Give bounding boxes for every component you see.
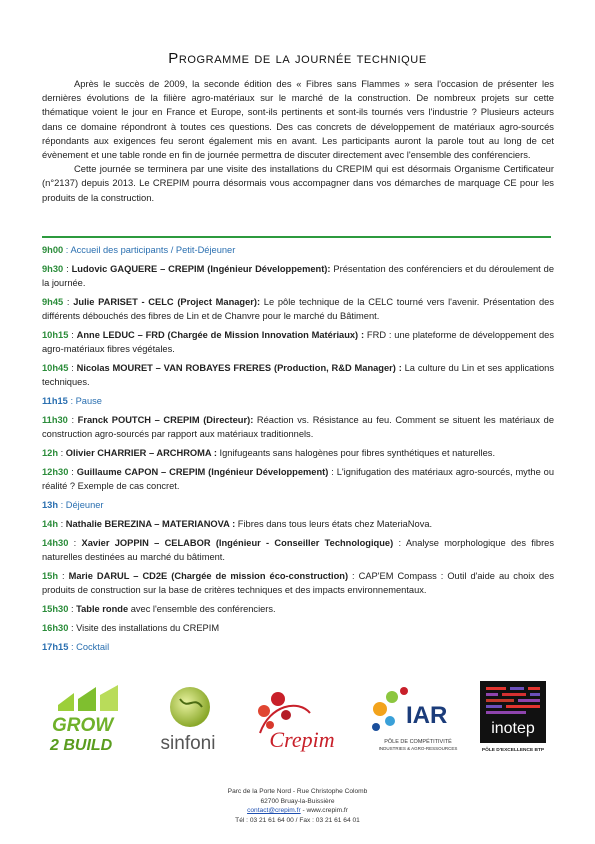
schedule-item: 11h30 : Franck POUTCH – CREPIM (Directeur): Réaction vs. Résistance au feu. Comment se situent les matériaux de construction agro-sourcés par rapport aux matériaux traditionnels. xyxy=(42,415,554,439)
schedule-speaker: Olivier CHARRIER – ARCHROMA : xyxy=(65,448,217,458)
schedule-text: : Analyse morphologique des fibres naturelles destinées au marché du bâtiment. xyxy=(42,538,554,562)
schedule-time: 15h xyxy=(42,571,59,581)
website-text: - www.crepim.fr xyxy=(300,807,348,815)
schedule-text: FRD : une plateforme de développement des agro-matériaux fibres végétales. xyxy=(42,330,554,354)
sinfoni-logo xyxy=(148,685,228,757)
svg-text:IAR: IAR xyxy=(406,702,448,729)
schedule-time: 16h30 xyxy=(42,623,69,633)
program-schedule xyxy=(42,243,554,659)
schedule-text: Fibres dans tous leurs états chez MateriaNova. xyxy=(235,519,433,529)
schedule-time: 13h xyxy=(42,500,59,510)
footer-web-line xyxy=(0,806,595,816)
schedule-text: La culture du Lin et ses applications techniques. xyxy=(42,363,554,387)
schedule-text: Présentation des conférenciers et du déroulement de la journée. xyxy=(42,264,554,288)
grow-2-build-logo xyxy=(48,685,136,755)
crepim-logo xyxy=(240,683,350,759)
schedule-time: 10h15 xyxy=(42,330,69,340)
schedule-time: 17h15 xyxy=(42,642,69,652)
footer-city: 62700 Bruay-la-Buissière xyxy=(260,797,335,805)
schedule-time: 10h45 xyxy=(42,363,69,373)
svg-text:sinfoni: sinfoni xyxy=(160,733,216,754)
schedule-speaker: Nicolas MOURET – VAN ROBAYES FRERES (Production, R&D Manager) : xyxy=(76,363,402,373)
footer-address: Parc de la Porte Nord - Rue Christophe Colomb xyxy=(227,788,368,795)
intro-paragraph-2: Cette journée se terminera par une visite des installations du CREPIM qui est désormais Organisme Certificateur (n°2137) depuis 2013. Le CREPIM pourra désormais vous accompagner dans vos démarches de marquage CE pour les produits de la construction. xyxy=(42,163,554,203)
schedule-text: : L'ignifugation des matériaux agro-sourcés, mythe ou réalité ? Exemple de cas concret. xyxy=(42,467,554,491)
schedule-item: 12h30 : Guillaume CAPON – CREPIM (Ingénieur Développement) : L'ignifugation des matériaux agro-sourcés, mythe ou réalité ? Exemple de cas concret. xyxy=(42,467,554,491)
schedule-speaker: Nathalie BEREZINA – MATERIANOVA : xyxy=(65,519,236,529)
schedule-item: 9h45 : Julie PARISET - CELC (Project Manager): Le pôle technique de la CELC tourné vers l'avenir. Présentation des différents débouchés des fibres de Lin et de Chanvre pour le marché du Bâtiment. xyxy=(42,297,554,321)
schedule-item: 14h30 : Xavier JOPPIN – CELABOR (Ingénieur - Conseiller Technologique) : Analyse morphologique des fibres naturelles destinées au marché du bâtiment. xyxy=(42,538,554,562)
schedule-speaker: Xavier JOPPIN – CELABOR (Ingénieur - Conseiller Technologique) xyxy=(81,538,394,548)
schedule-speaker: Ludovic GAQUERE – CREPIM (Ingénieur Développement): xyxy=(71,264,331,274)
contact-email-link[interactable]: contact@crepim.fr xyxy=(247,807,301,815)
schedule-item: 17h15 : Cocktail xyxy=(42,642,110,652)
svg-text:GROW: GROW xyxy=(52,715,114,736)
schedule-item: 9h00 : Accueil des participants / Petit-Déjeuner xyxy=(42,245,236,255)
schedule-text: Ignifugeants sans halogènes pour fibres synthétiques et naturelles. xyxy=(216,448,496,458)
schedule-time: 9h30 xyxy=(42,264,64,274)
svg-text:2 BUILD: 2 BUILD xyxy=(50,737,113,754)
page-title: Programme de la journée technique xyxy=(168,50,427,67)
schedule-speaker: Julie PARISET - CELC (Project Manager): xyxy=(73,297,261,307)
svg-text:INDUSTRIES & AGRO-RESSOURCES: INDUSTRIES & AGRO-RESSOURCES xyxy=(378,746,458,751)
svg-text:PÔLE DE COMPÉTITIVITÉ: PÔLE DE COMPÉTITIVITÉ xyxy=(384,739,452,745)
schedule-time: 12h xyxy=(42,448,59,458)
intro-paragraph-1: Après le succès de 2009, la seconde édition des « Fibres sans Flammes » sera l'occasion de présenter les dernières évolutions de la filière agro-matériaux sur le marché de la construction. De nombreux projets sur cette thématique voient le jour en France et Europe, sont-ils pertinents et sont-ils tournés vers l'industrie ? Plusieurs acteurs dans ce domaine répondront à toutes ces questions. Des cas concrets de développement de matériaux agro-sourcés répondants aux exigences feu seront également mis en avant. Les participants auront la parole tout au long de cet évènement et une table ronde en fin de journée permettra de discuter directement avec l'ensemble des conférenciers. xyxy=(42,78,554,161)
schedule-time: 14h xyxy=(42,519,59,529)
schedule-time: 15h30 xyxy=(42,604,69,614)
schedule-time: 11h30 xyxy=(42,415,68,425)
schedule-text: Visite des installations du CREPIM xyxy=(76,623,220,633)
schedule-text: Déjeuner xyxy=(65,500,104,510)
schedule-text: Le pôle technique de la CELC tourné vers l'avenir. Présentation des différents débouchés des fibres de Lin et de Chanvre pour le marché du Bâtiment. xyxy=(42,297,554,321)
schedule-item: 13h : Déjeuner xyxy=(42,500,104,510)
section-divider xyxy=(42,236,551,238)
schedule-text: : CAP'EM Compass : Outil d'aide au choix des produits de construction sur la base de critères techniques et des impacts environnementaux. xyxy=(42,571,554,595)
schedule-time: 9h00 xyxy=(42,245,64,255)
schedule-item: 10h15 : Anne LEDUC – FRD (Chargée de Mission Innovation Matériaux) : FRD : une plateforme de développement des agro-matériaux fibres végétales. xyxy=(42,330,554,354)
schedule-text: Pause xyxy=(75,396,102,406)
schedule-text: Accueil des participants / Petit-Déjeuner xyxy=(70,245,236,255)
schedule-speaker: Anne LEDUC – FRD (Chargée de Mission Innovation Matériaux) : xyxy=(76,330,365,340)
schedule-time: 12h30 xyxy=(42,467,69,477)
schedule-item: 10h45 : Nicolas MOURET – VAN ROBAYES FRERES (Production, R&D Manager) : La culture du Lin et ses applications techniques. xyxy=(42,363,554,387)
schedule-item: 15h30 : Table ronde avec l'ensemble des conférenciers. xyxy=(42,604,276,614)
inotep-logo xyxy=(480,681,550,759)
schedule-text: Réaction vs. Résistance au feu. Comment se situent les matériaux de construction agro-sourcés par rapport aux matériaux traditionnels. xyxy=(42,415,554,439)
schedule-item: 12h : Olivier CHARRIER – ARCHROMA : Ignifugeants sans halogènes pour fibres synthétiques et naturelles. xyxy=(42,448,496,458)
schedule-item: 9h30 : Ludovic GAQUERE – CREPIM (Ingénieur Développement): Présentation des conférenciers et du déroulement de la journée. xyxy=(42,264,554,288)
schedule-time: 11h15 xyxy=(42,396,68,406)
schedule-time: 14h30 xyxy=(42,538,69,548)
schedule-item: 15h : Marie DARUL – CD2E (Chargée de mission éco-construction) : CAP'EM Compass : Outil d'aide au choix des produits de construction sur la base de critères techniques et des impacts environnementaux. xyxy=(42,571,554,595)
schedule-text: avec l'ensemble des conférenciers. xyxy=(128,604,276,614)
iar-logo xyxy=(366,683,470,763)
schedule-text: Cocktail xyxy=(76,642,110,652)
intro-text xyxy=(42,77,554,205)
footer-phone: Tél : 03 21 61 64 00 / Fax : 03 21 61 64 01 xyxy=(235,816,360,824)
schedule-speaker: Franck POUTCH – CREPIM (Directeur): xyxy=(77,415,254,425)
schedule-item: 16h30 : Visite des installations du CREPIM xyxy=(42,623,220,633)
schedule-speaker: Table ronde xyxy=(76,604,129,614)
schedule-time: 9h45 xyxy=(42,297,64,307)
footer-contact xyxy=(0,787,595,825)
svg-text:PÔLE D'EXCELLENCE BTP: PÔLE D'EXCELLENCE BTP xyxy=(481,748,545,753)
svg-text:inotep: inotep xyxy=(491,720,535,737)
schedule-speaker: Guillaume CAPON – CREPIM (Ingénieur Développement) xyxy=(76,467,329,477)
svg-text:Crepim: Crepim xyxy=(269,727,335,752)
partner-logos xyxy=(40,683,555,763)
schedule-item: 14h : Nathalie BEREZINA – MATERIANOVA : Fibres dans tous leurs états chez MateriaNova. xyxy=(42,519,433,529)
schedule-speaker: Marie DARUL – CD2E (Chargée de mission éco-construction) xyxy=(68,571,349,581)
schedule-item: 11h15 : Pause xyxy=(42,396,102,406)
